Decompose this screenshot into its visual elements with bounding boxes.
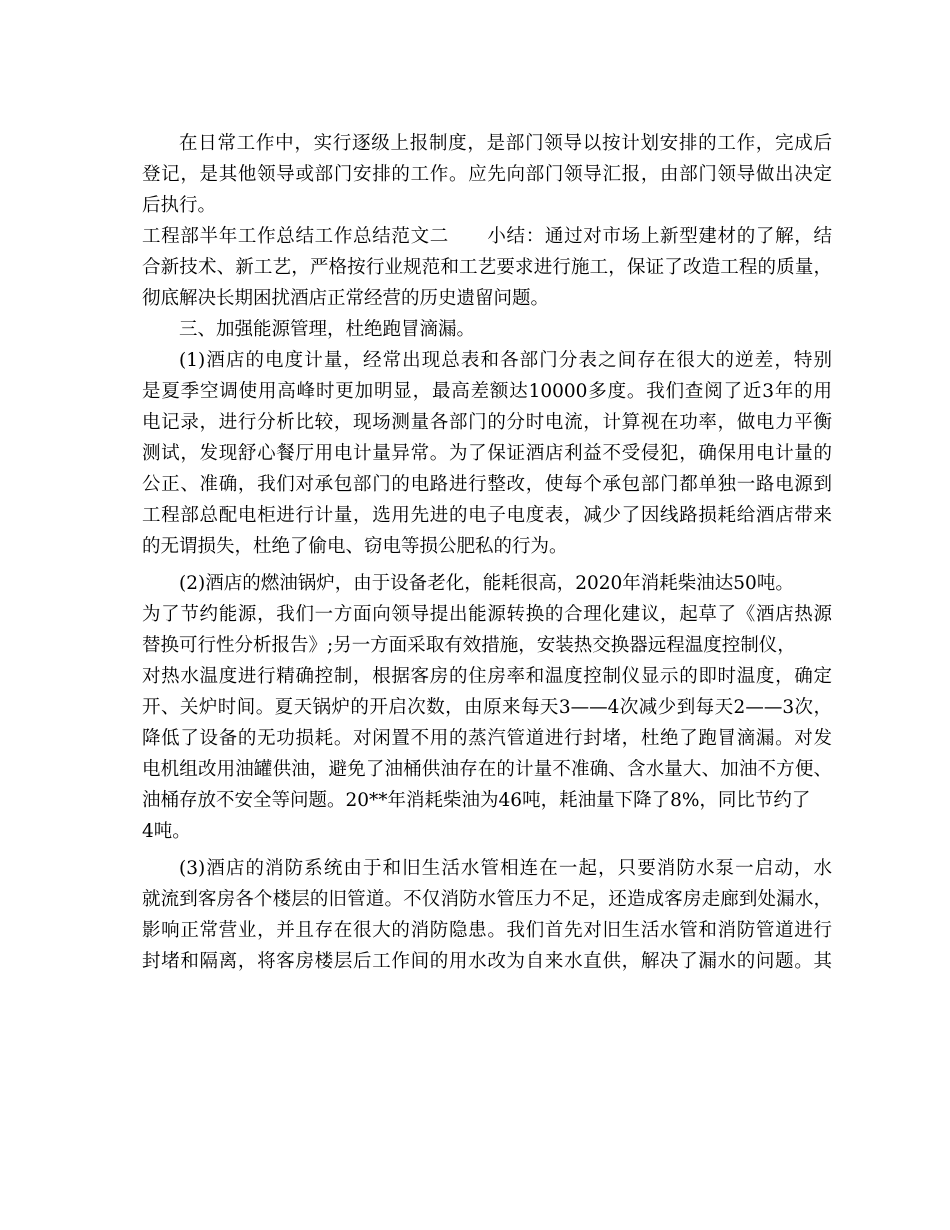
paragraph-line: (1)酒店的电度计量，经常出现总表和各部门分表之间存在很大的逆差，特别 [179, 350, 832, 371]
paragraph-line: 工程部总配电柜进行计量，选用先进的电子电度表，减少了因线路损耗给酒店带来 [142, 505, 832, 526]
paragraph-line: 测试，发现舒心餐厅用电计量异常。为了保证酒店利益不受侵犯，确保用电计量的 [142, 443, 832, 464]
paragraph-line: 公正、准确，我们对承包部门的电路进行整改，使每个承包部门都单独一路电源到 [142, 474, 832, 495]
paragraph-line: 封堵和隔离，将客房楼层后工作间的用水改为自来水直供，解决了漏水的问题。其 [142, 951, 832, 972]
paragraph-line: 为了节约能源，我们一方面向领导提出能源转换的合理化建议，起草了《酒店热源 [142, 604, 832, 625]
paragraph-line: 开、关炉时间。夏天锅炉的开启次数，由原来每天3——4次减少到每天2——3次， [142, 697, 832, 718]
paragraph-line: (3)酒店的消防系统由于和旧生活水管相连在一起，只要消防水泵一启动，水 [179, 858, 832, 879]
paragraph-line: 彻底解决长期困扰酒店正常经营的历史遗留问题。 [142, 288, 550, 309]
paragraph-line: 的无谓损失，杜绝了偷电、窃电等损公肥私的行为。 [142, 536, 568, 557]
paragraph-line: 是夏季空调使用高峰时更加明显，最高差额达10000多度。我们查阅了近3年的用 [142, 381, 832, 402]
paragraph-line: 对热水温度进行精确控制，根据客房的住房率和温度控制仪显示的即时温度，确定 [142, 666, 832, 687]
paragraph-line: 在日常工作中，实行逐级上报制度，是部门领导以按计划安排的工作，完成后 [179, 133, 832, 154]
paragraph-line: 就流到客房各个楼层的旧管道。不仅消防水管压力不足，还造成客房走廊到处漏水， [142, 889, 832, 910]
paragraph-line: 合新技术、新工艺，严格按行业规范和工艺要求进行施工，保证了改造工程的质量， [142, 257, 832, 278]
paragraph-line: 油桶存放不安全等问题。20**年消耗柴油为46吨，耗油量下降了8%，同比节约了 [142, 790, 811, 811]
paragraph-line: (2)酒店的燃油锅炉，由于设备老化，能耗很高，2020年消耗柴油达50吨。 [179, 573, 794, 594]
paragraph-line: 影响正常营业，并且存在很大的消防隐患。我们首先对旧生活水管和消防管道进行 [142, 920, 832, 941]
paragraph-line: 4吨。 [142, 821, 191, 842]
section-heading: 三、加强能源管理，杜绝跑冒滴漏。 [179, 319, 476, 340]
paragraph-line: 后执行。 [142, 195, 217, 216]
paragraph-line: 电记录，进行分析比较，现场测量各部门的分时电流，计算视在功率，做电力平衡 [142, 412, 832, 433]
paragraph-line: 替换可行性分析报告》;另一方面采取有效措施，安装热交换器远程温度控制仪， [142, 635, 796, 656]
document-body [142, 128, 832, 977]
section-title-line: 工程部半年工作总结工作总结范文二 小结：通过对市场上新型建材的了解，结 [142, 226, 832, 247]
paragraph-line: 电机组改用油罐供油，避免了油桶供油存在的计量不准确、含水量大、加油不方便、 [142, 759, 832, 780]
paragraph-line: 登记，是其他领导或部门安排的工作。应先向部门领导汇报，由部门领导做出决定 [142, 164, 832, 185]
paragraph-line: 降低了设备的无功损耗。对闲置不用的蒸汽管道进行封堵，杜绝了跑冒滴漏。对发 [142, 728, 832, 749]
